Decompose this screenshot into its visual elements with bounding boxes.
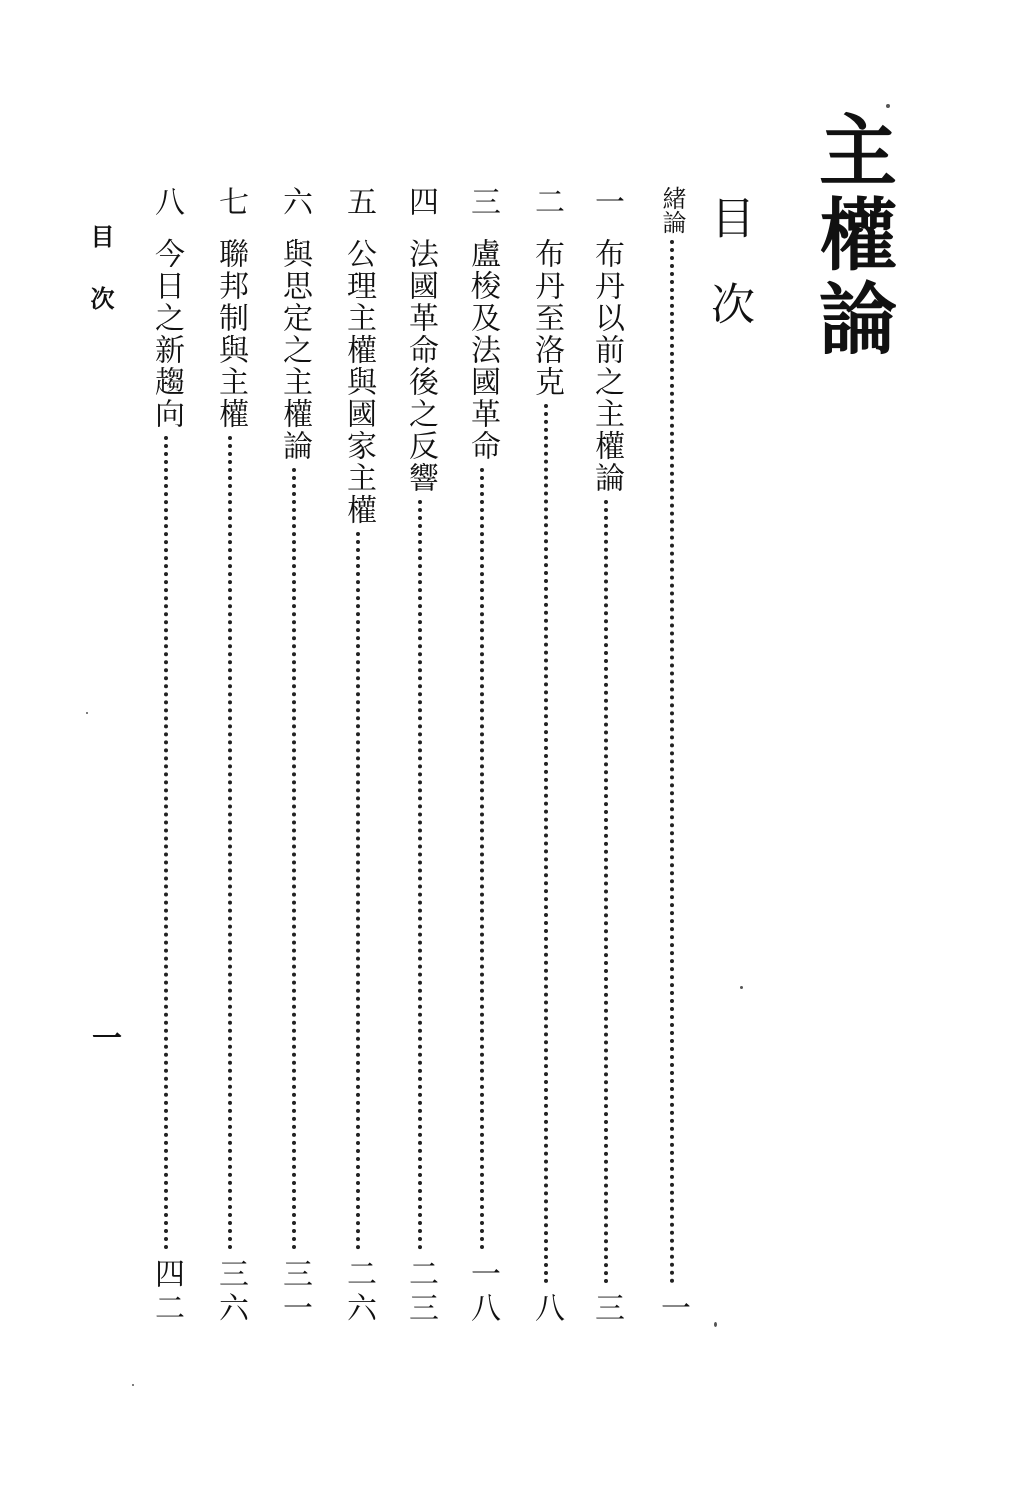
toc-entry-page: 三 (589, 1292, 624, 1326)
book-title: 主權論 (806, 110, 897, 362)
toc-entry-title: 布丹至洛克 (529, 238, 564, 398)
toc-entry-title: 緒論 (658, 186, 686, 234)
dot-leader (418, 500, 422, 1250)
toc-entry-page: 一八 (465, 1258, 500, 1326)
toc-entry-7[interactable] (208, 186, 252, 1326)
dot-leader (604, 500, 608, 1284)
toc-entry-title: 法國革命後之反響 (403, 238, 438, 494)
toc-entry-number: 四 (403, 186, 438, 216)
toc-entry-number: 八 (149, 186, 184, 216)
toc-entry-page: 八 (529, 1292, 564, 1326)
scan-speck (740, 986, 743, 989)
toc-entry-intro[interactable] (650, 186, 694, 1326)
toc-entry-title: 與思定之主權論 (277, 238, 312, 462)
toc-entry-number: 六 (277, 186, 312, 216)
toc-entry-title: 公理主權與國家主權 (341, 238, 376, 526)
toc-entry-title: 聯邦制與主權 (213, 238, 248, 430)
toc-entry-title: 布丹以前之主權論 (589, 238, 624, 494)
toc-entry-page: 三一 (277, 1258, 312, 1326)
toc-entry-page: 二六 (341, 1258, 376, 1326)
toc-entry-page: 四二 (149, 1258, 184, 1326)
toc-entry-number: 二 (529, 186, 564, 216)
toc-entry-4[interactable] (398, 186, 442, 1326)
toc-entry-number: 五 (341, 186, 376, 216)
dot-leader (292, 468, 296, 1250)
toc-entry-3[interactable] (460, 186, 504, 1326)
dot-leader (544, 404, 548, 1284)
dot-leader (228, 436, 232, 1250)
toc-entry-5[interactable] (336, 186, 380, 1326)
scan-speck (86, 712, 88, 714)
dot-leader (480, 468, 484, 1250)
toc-entry-number: 三 (465, 186, 500, 216)
toc-entry-page: 三六 (213, 1258, 248, 1326)
toc-heading: 目次 (703, 195, 754, 367)
page-number: 一 (86, 1022, 121, 1052)
dot-leader (356, 532, 360, 1250)
scan-speck (886, 104, 890, 108)
scan-speck (132, 1384, 134, 1386)
toc-entry-title: 盧梭及法國革命 (465, 238, 500, 462)
toc-entry-6[interactable] (272, 186, 316, 1326)
dot-leader (670, 240, 674, 1284)
running-head: 目次 (86, 224, 115, 348)
toc-entry-1[interactable] (584, 186, 628, 1326)
toc-entry-page: 一 (655, 1292, 690, 1326)
toc-entry-8[interactable] (144, 186, 188, 1326)
toc-entry-2[interactable] (524, 186, 568, 1326)
toc-entry-number: 七 (213, 186, 248, 216)
scan-speck (714, 1322, 717, 1327)
toc-entry-page: 二三 (403, 1258, 438, 1326)
toc-entry-number: 一 (589, 186, 624, 216)
dot-leader (164, 436, 168, 1250)
toc-entry-title: 今日之新趨向 (149, 238, 184, 430)
